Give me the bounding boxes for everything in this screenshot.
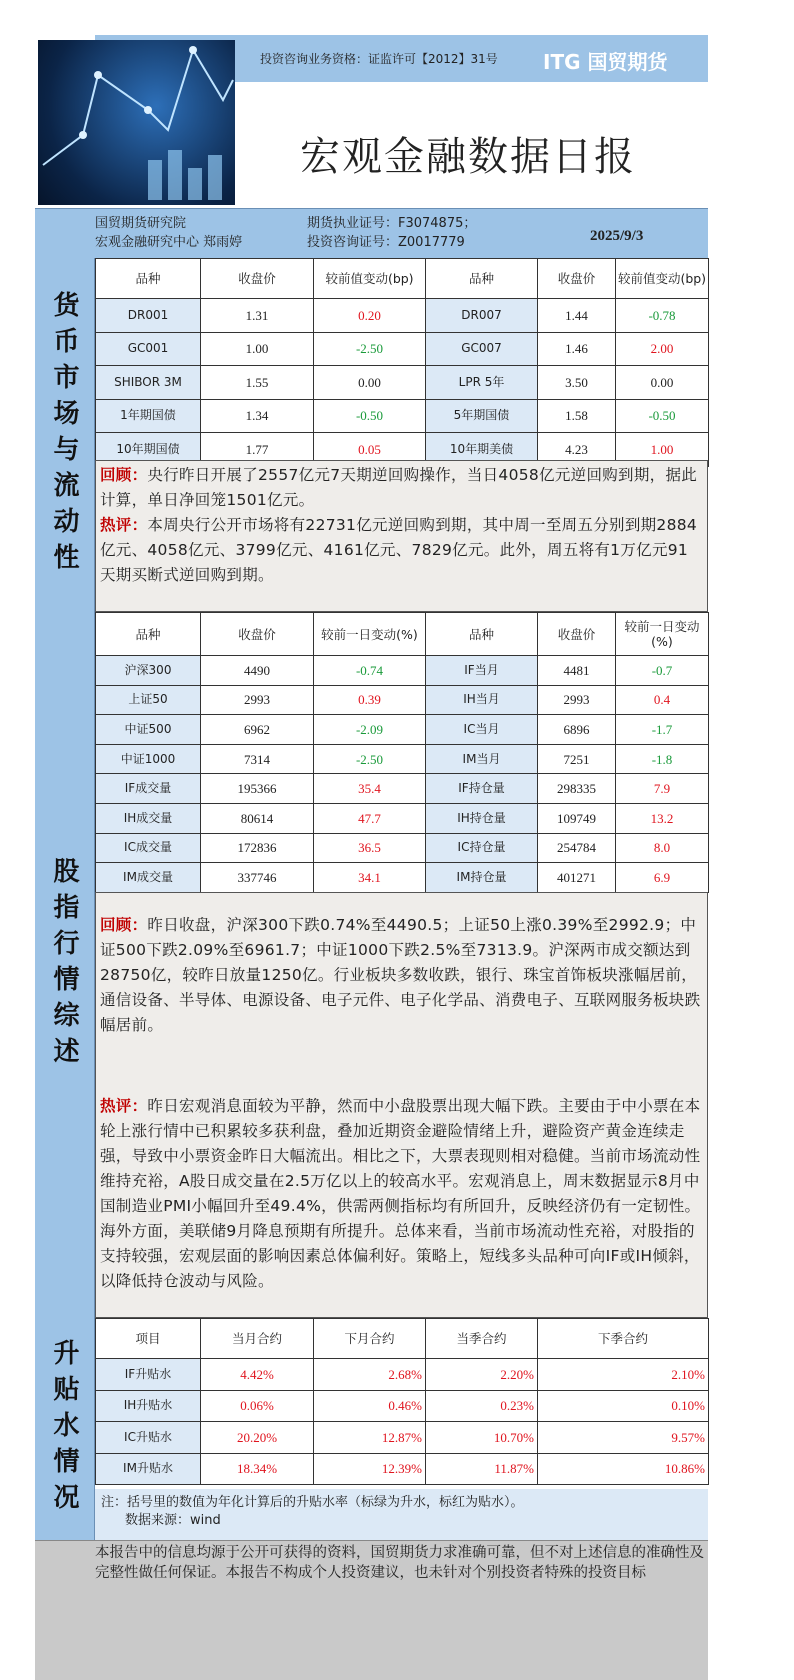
instrument-name: IH当月	[426, 685, 538, 715]
close-price: 254784	[538, 833, 616, 863]
close-price: 4481	[538, 656, 616, 686]
instrument-name: DR007	[426, 299, 538, 333]
table-row	[96, 1453, 709, 1485]
change-value: 1.00	[616, 433, 709, 467]
instrument-name: 1年期国债	[96, 399, 201, 433]
stock-index-table	[95, 612, 709, 893]
change-value: -0.7	[616, 656, 709, 686]
column-header: 较前值变动(bp)	[314, 259, 426, 299]
change-value: 0.00	[616, 366, 709, 400]
basis-value: 20.20%	[201, 1422, 314, 1454]
header-image	[38, 40, 235, 205]
instrument-name: IC持仓量	[426, 833, 538, 863]
change-value: 0.20	[314, 299, 426, 333]
basis-value: 9.57%	[538, 1422, 709, 1454]
instrument-name: GC007	[426, 332, 538, 366]
comment-text: 昨日宏观消息面较为平静，然而中小盘股票出现大幅下跌。主要由于中小票在本轮上涨行情中已积累较多获利盘，叠加近期资金避险情绪上升，避险资产黄金连续走强，导致中小票资金昨日大幅流出。相比之下，大票表现则相对稳健。当前市场流动性维持充裕，A股日成交量在2.5万亿以上的较高水平。宏观消息上，周末数据显示8月中国制造业PMI小幅回升至49.4%，供需两侧指标均有所回升，反映经济仍有一定韧性。海外方面，美联储9月降息预期有所提升。总体来看，当前市场流动性充裕，对股指的支持较强，宏观层面的影响因素总体偏利好。策略上，短线多头品种可向IF或IH倾斜，以降低持仓波动与风险。	[100, 1097, 701, 1290]
table-row	[96, 863, 709, 893]
change-value: -1.8	[616, 744, 709, 774]
instrument-name: GC001	[96, 332, 201, 366]
table-row	[96, 399, 709, 433]
close-price: 172836	[201, 833, 314, 863]
money-market-table	[95, 258, 709, 467]
close-price: 80614	[201, 803, 314, 833]
column-header: 品种	[96, 613, 201, 656]
change-value: 13.2	[616, 803, 709, 833]
instrument-name: IH升贴水	[96, 1390, 201, 1422]
table-row	[96, 299, 709, 333]
table-row	[96, 1359, 709, 1391]
company-logo: ITG 国贸期货	[543, 50, 668, 74]
table-header-row	[96, 1319, 709, 1359]
review-label: 回顾：	[100, 916, 148, 934]
table-row	[96, 332, 709, 366]
table-header-row	[96, 259, 709, 299]
basis-value: 12.87%	[314, 1422, 426, 1454]
page-title: 宏观金融数据日报	[300, 134, 636, 180]
close-price: 337746	[201, 863, 314, 893]
section-stock-label: 股指行情综述	[35, 612, 95, 1318]
change-value: 36.5	[314, 833, 426, 863]
change-value: -0.50	[616, 399, 709, 433]
close-price: 6962	[201, 715, 314, 745]
close-price: 6896	[538, 715, 616, 745]
basis-value: 4.42%	[201, 1359, 314, 1391]
basis-value: 10.70%	[426, 1422, 538, 1454]
close-price: 2993	[201, 685, 314, 715]
review-text: 央行昨日开展了2557亿元7天期逆回购操作，当日4058亿元逆回购到期，据此计算，单日净回笼1501亿元。	[100, 466, 698, 509]
basis-value: 11.87%	[426, 1453, 538, 1485]
basis-table	[95, 1318, 709, 1485]
futures-cert: 期货执业证号：F3074875；	[307, 216, 477, 231]
close-price: 195366	[201, 774, 314, 804]
close-price: 7251	[538, 744, 616, 774]
basis-value: 10.86%	[538, 1453, 709, 1485]
close-price: 4.23	[538, 433, 616, 467]
org-name: 国贸期货研究院	[95, 216, 187, 231]
change-value: 34.1	[314, 863, 426, 893]
close-price: 2993	[538, 685, 616, 715]
close-price: 401271	[538, 863, 616, 893]
chart-graphic-icon	[38, 40, 235, 205]
column-header: 较前一日变动(%)	[314, 613, 426, 656]
close-price: 109749	[538, 803, 616, 833]
instrument-name: 5年期国债	[426, 399, 538, 433]
change-value: 6.9	[616, 863, 709, 893]
close-price: 1.34	[201, 399, 314, 433]
instrument-name: IF成交量	[96, 774, 201, 804]
change-value: -1.7	[616, 715, 709, 745]
advisory-cert: 投资咨询证号：Z0017779	[307, 235, 465, 250]
change-value: -2.09	[314, 715, 426, 745]
table-row	[96, 656, 709, 686]
change-value: 7.9	[616, 774, 709, 804]
instrument-name: LPR 5年	[426, 366, 538, 400]
basis-value: 18.34%	[201, 1453, 314, 1485]
change-value: -2.50	[314, 332, 426, 366]
table-row	[96, 774, 709, 804]
stock-commentary	[95, 892, 708, 1318]
basis-value: 2.20%	[426, 1359, 538, 1391]
basis-value: 0.10%	[538, 1390, 709, 1422]
analyst: 宏观金融研究中心 郑雨婷	[95, 235, 243, 250]
instrument-name: IF当月	[426, 656, 538, 686]
money-commentary	[95, 460, 708, 612]
column-header: 当季合约	[426, 1319, 538, 1359]
instrument-name: IC成交量	[96, 833, 201, 863]
table-row	[96, 744, 709, 774]
column-header: 较前值变动(bp)	[616, 259, 709, 299]
change-value: 8.0	[616, 833, 709, 863]
section-money-label: 货币市场与流动性	[35, 258, 95, 612]
source-text: 数据来源：wind	[125, 1513, 221, 1528]
table-row	[96, 366, 709, 400]
change-value: 0.39	[314, 685, 426, 715]
instrument-name: IM持仓量	[426, 863, 538, 893]
basis-value: 2.68%	[314, 1359, 426, 1391]
instrument-name: IM升贴水	[96, 1453, 201, 1485]
basis-value: 0.46%	[314, 1390, 426, 1422]
instrument-name: IC升贴水	[96, 1422, 201, 1454]
change-value: -2.50	[314, 744, 426, 774]
table-row	[96, 715, 709, 745]
report-date: 2025/9/3	[590, 228, 644, 244]
column-header: 收盘价	[201, 613, 314, 656]
instrument-name: 中证1000	[96, 744, 201, 774]
section-basis-label: 升贴水情况	[35, 1318, 95, 1540]
change-value: -0.50	[314, 399, 426, 433]
column-header: 品种	[426, 613, 538, 656]
comment-label: 热评：	[100, 516, 148, 534]
close-price: 1.55	[201, 366, 314, 400]
basis-note	[95, 1489, 708, 1540]
basis-value: 12.39%	[314, 1453, 426, 1485]
column-header: 收盘价	[538, 259, 616, 299]
basis-value: 0.23%	[426, 1390, 538, 1422]
column-header: 收盘价	[538, 613, 616, 656]
instrument-name: 10年期美债	[426, 433, 538, 467]
info-row	[35, 208, 708, 258]
instrument-name: DR001	[96, 299, 201, 333]
instrument-name: IF升贴水	[96, 1359, 201, 1391]
change-value: 0.00	[314, 366, 426, 400]
column-header: 品种	[96, 259, 201, 299]
instrument-name: SHIBOR 3M	[96, 366, 201, 400]
instrument-name: 中证500	[96, 715, 201, 745]
close-price: 3.50	[538, 366, 616, 400]
instrument-name: IC当月	[426, 715, 538, 745]
table-row	[96, 1422, 709, 1454]
change-value: 35.4	[314, 774, 426, 804]
column-header: 收盘价	[201, 259, 314, 299]
table-row	[96, 803, 709, 833]
close-price: 1.77	[201, 433, 314, 467]
change-value: -0.74	[314, 656, 426, 686]
instrument-name: 10年期国债	[96, 433, 201, 467]
close-price: 4490	[201, 656, 314, 686]
table-row	[96, 1390, 709, 1422]
close-price: 1.44	[538, 299, 616, 333]
column-header: 下季合约	[538, 1319, 709, 1359]
close-price: 1.58	[538, 399, 616, 433]
basis-value: 2.10%	[538, 1359, 709, 1391]
column-header: 较前一日变动(%)	[616, 613, 709, 656]
close-price: 298335	[538, 774, 616, 804]
instrument-name: 上证50	[96, 685, 201, 715]
close-price: 7314	[201, 744, 314, 774]
change-value: -0.78	[616, 299, 709, 333]
close-price: 1.46	[538, 332, 616, 366]
column-header: 当月合约	[201, 1319, 314, 1359]
change-value: 2.00	[616, 332, 709, 366]
change-value: 47.7	[314, 803, 426, 833]
table-row	[96, 833, 709, 863]
comment-label: 热评：	[100, 1097, 148, 1115]
close-price: 1.00	[201, 332, 314, 366]
instrument-name: 沪深300	[96, 656, 201, 686]
note-text: 注：括号里的数值为年化计算后的升贴水率（标绿为升水，标红为贴水）。	[101, 1495, 524, 1510]
close-price: 1.31	[201, 299, 314, 333]
change-value: 0.05	[314, 433, 426, 467]
instrument-name: IM当月	[426, 744, 538, 774]
change-value: 0.4	[616, 685, 709, 715]
instrument-name: IH成交量	[96, 803, 201, 833]
column-header: 项目	[96, 1319, 201, 1359]
review-label: 回顾：	[100, 466, 148, 484]
table-row	[96, 685, 709, 715]
instrument-name: IH持仓量	[426, 803, 538, 833]
review-text: 昨日收盘，沪深300下跌0.74%至4490.5；上证50上涨0.39%至2992.9；中证500下跌2.09%至6961.7；中证1000下跌2.5%至7313.9。沪深两市成交额达到28750亿，较昨日放量1250亿。行业板块多数收跌，银行、珠宝首饰板块涨幅居前，通信设备、半导体、电源设备、电子元件、电子化学品、消费电子、互联网服务板块跌幅居前。	[100, 916, 701, 1034]
license-text: 投资咨询业务资格：证监许可【2012】31号	[260, 52, 498, 66]
column-header: 品种	[426, 259, 538, 299]
column-header: 下月合约	[314, 1319, 426, 1359]
instrument-name: IM成交量	[96, 863, 201, 893]
footer	[35, 1540, 708, 1680]
basis-value: 0.06%	[201, 1390, 314, 1422]
disclaimer: 本报告中的信息均源于公开可获得的资料，国贸期货力求准确可靠，但不对上述信息的准确性及完整性做任何保证。本报告不构成个人投资建议，也未针对个别投资者特殊的投资目标	[95, 1545, 704, 1581]
instrument-name: IF持仓量	[426, 774, 538, 804]
table-header-row	[96, 613, 709, 656]
comment-text: 本周央行公开市场将有22731亿元逆回购到期，其中周一至周五分别到期2884亿元、4058亿元、3799亿元、4161亿元、7829亿元。此外，周五将有1万亿元91天期买断式逆回购到期。	[100, 516, 698, 584]
